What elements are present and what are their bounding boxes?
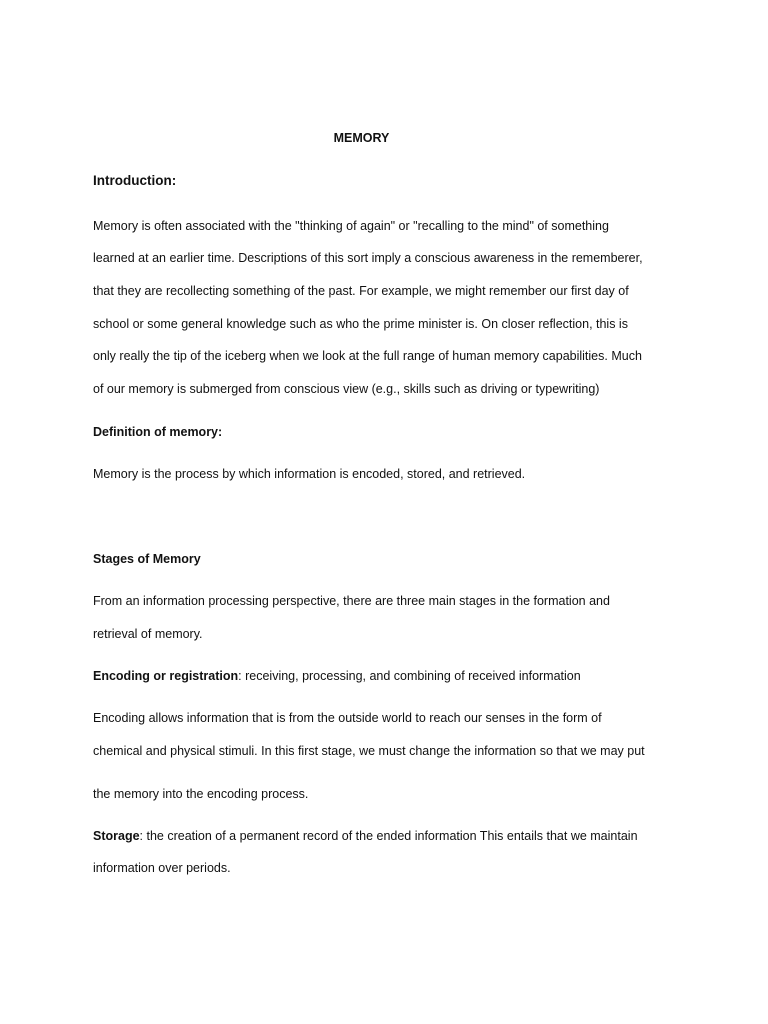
encoding-definition-text: : receiving, processing, and combining of received information bbox=[238, 669, 581, 683]
definition-heading: Definition of memory: bbox=[93, 425, 223, 439]
storage-line-2: information over periods. bbox=[93, 861, 231, 875]
encoding-line-2: chemical and physical stimuli. In this first stage, we must change the information so that we may put bbox=[93, 744, 645, 758]
intro-line-6: of our memory is submerged from conscious view (e.g., skills such as driving or typewriting) bbox=[93, 382, 600, 396]
storage-term: Storage bbox=[93, 829, 140, 843]
document-title: MEMORY bbox=[333, 131, 390, 145]
stages-line-2: retrieval of memory. bbox=[93, 627, 203, 641]
storage-definition-text: : the creation of a permanent record of the ended information This entails that we maintain bbox=[139, 829, 638, 843]
intro-line-5: only really the tip of the iceberg when we look at the full range of human memory capabilities. Much bbox=[93, 349, 642, 363]
encoding-line-1: Encoding allows information that is from the outside world to reach our senses in the form of bbox=[93, 711, 602, 725]
storage-definition bbox=[93, 828, 638, 844]
encoding-definition bbox=[93, 668, 581, 684]
stages-line-1: From an information processing perspective, there are three main stages in the formation and bbox=[93, 594, 610, 608]
stages-heading: Stages of Memory bbox=[93, 552, 201, 566]
intro-line-4: school or some general knowledge such as who the prime minister is. On closer reflection, this is bbox=[93, 317, 628, 331]
intro-line-1: Memory is often associated with the "thinking of again" or "recalling to the mind" of something bbox=[93, 219, 609, 233]
encoding-term: Encoding or registration bbox=[93, 669, 239, 683]
introduction-heading: Introduction: bbox=[93, 173, 177, 188]
intro-line-3: that they are recollecting something of the past. For example, we might remember our first day of bbox=[93, 284, 629, 298]
encoding-line-3: the memory into the encoding process. bbox=[93, 787, 309, 801]
definition-text: Memory is the process by which information is encoded, stored, and retrieved. bbox=[93, 467, 526, 481]
intro-line-2: learned at an earlier time. Descriptions of this sort imply a conscious awareness in the rememberer, bbox=[93, 251, 643, 265]
